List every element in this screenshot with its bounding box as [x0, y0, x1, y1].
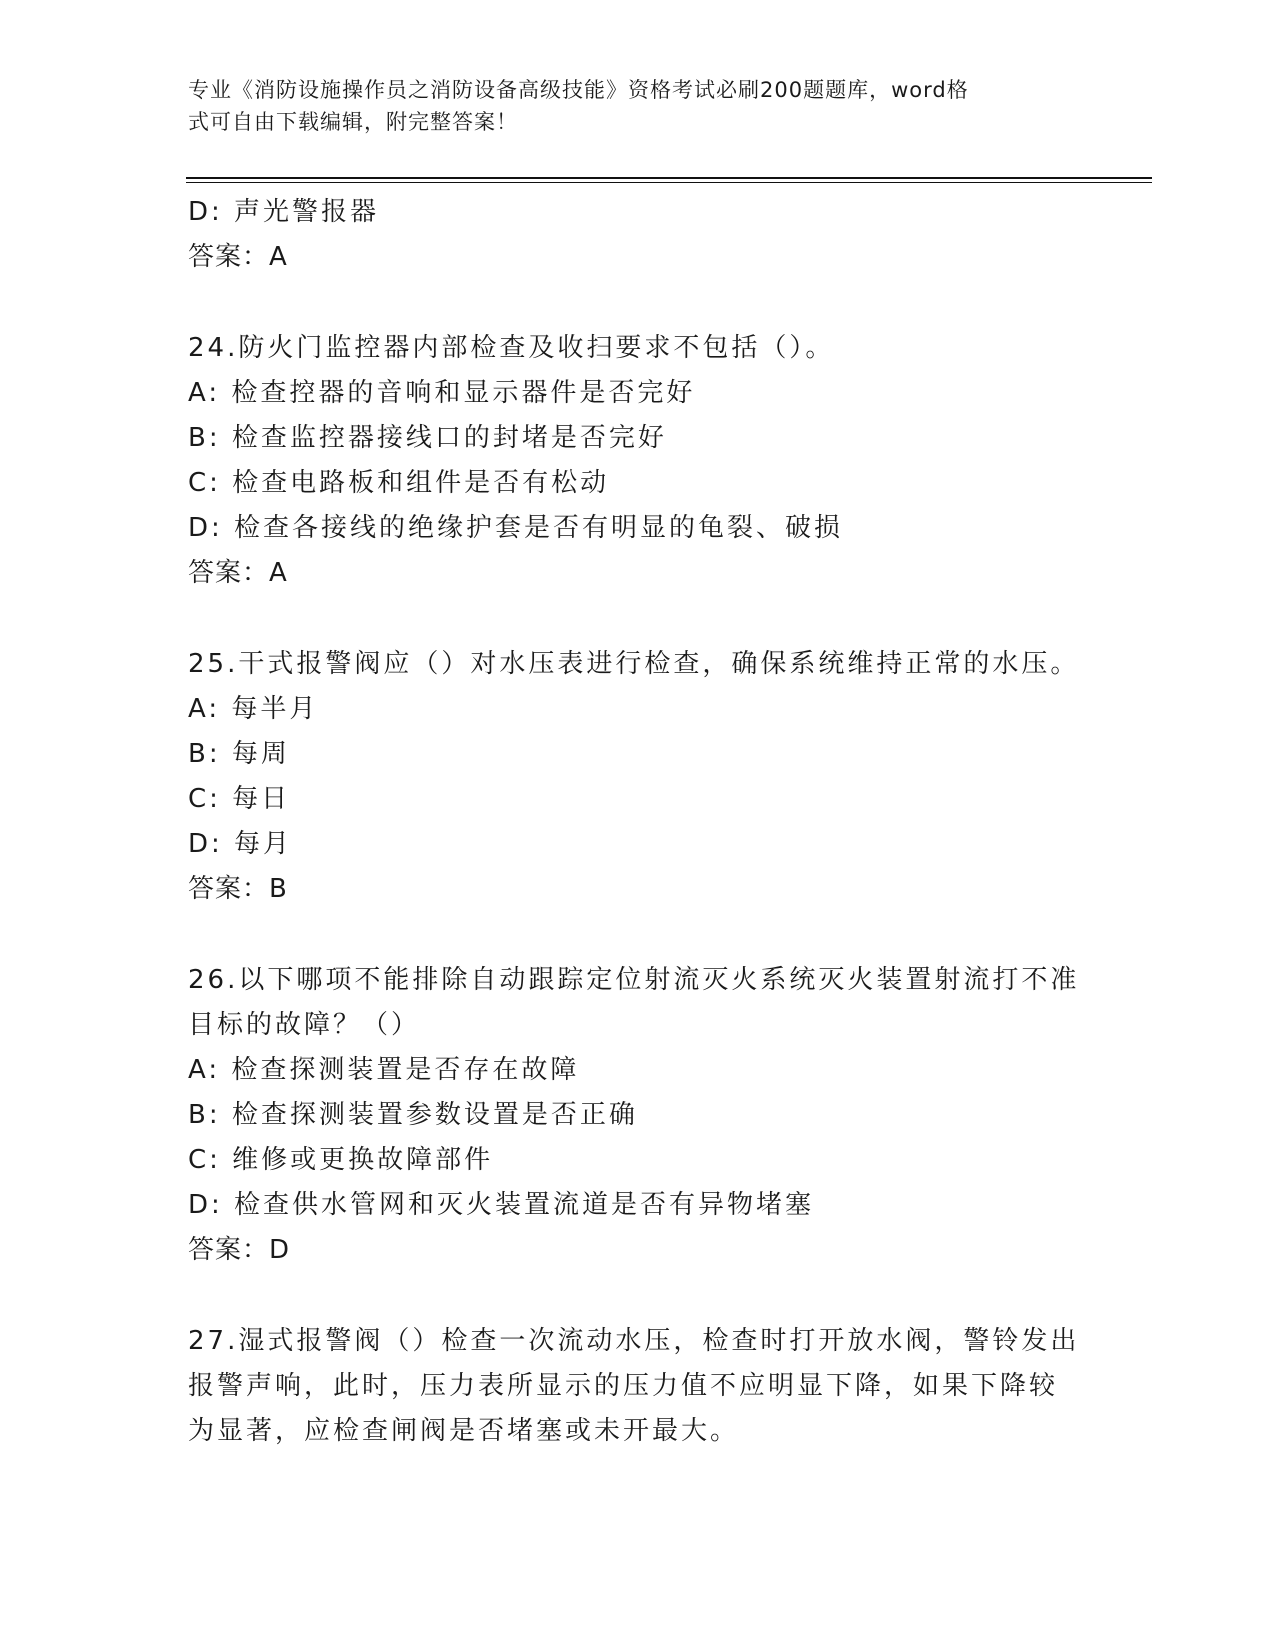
header-rule-thick: [186, 177, 1152, 179]
option-c: C: 检查电路板和组件是否有松动: [188, 468, 610, 498]
header-rule-thin: [186, 182, 1152, 183]
option-d: D: 检查供水管网和灭火装置流道是否有异物堵塞: [188, 1190, 815, 1220]
option-d: D: 声光警报器: [188, 197, 380, 227]
header-line-2: 式可自由下载编辑，附完整答案！: [188, 110, 518, 134]
question-stem: 24.防火门监控器内部检查及收扫要求不包括（）。: [188, 333, 835, 363]
answer: 答案：B: [188, 874, 288, 904]
option-b: B: 检查监控器接线口的封堵是否完好: [188, 423, 667, 453]
question-27: [188, 1319, 1088, 1454]
spacer: [188, 1273, 1088, 1319]
question-stem-line-2: 报警声响，此时，压力表所显示的压力值不应明显下降，如果下降较: [188, 1371, 1059, 1401]
question-25: [188, 642, 1088, 912]
question-26: [188, 958, 1088, 1273]
spacer: [188, 596, 1088, 642]
answer: 答案：A: [188, 242, 288, 272]
answer: 答案：D: [188, 1235, 291, 1265]
header-line-1: 专业《消防设施操作员之消防设备高级技能》资格考试必刷200题题库，word格: [188, 78, 969, 102]
question-stem-line-2: 目标的故障？（）: [188, 1010, 421, 1040]
document-header: [188, 74, 1088, 138]
option-a: A: 检查探测装置是否存在故障: [188, 1055, 580, 1085]
spacer: [188, 280, 1088, 326]
question-23-tail: [188, 190, 1088, 280]
question-24: [188, 326, 1088, 596]
option-c: C: 每日: [188, 784, 291, 814]
question-stem-line-3: 为显著，应检查闸阀是否堵塞或未开最大。: [188, 1416, 740, 1446]
question-stem-line-1: 26.以下哪项不能排除自动跟踪定位射流灭火系统灭火装置射流打不准: [188, 965, 1080, 995]
question-stem-line-1: 27.湿式报警阀（）检查一次流动水压，检查时打开放水阀，警铃发出: [188, 1326, 1080, 1356]
spacer: [188, 912, 1088, 958]
option-c: C: 维修或更换故障部件: [188, 1145, 494, 1175]
question-stem: 25.干式报警阀应（）对水压表进行检查，确保系统维持正常的水压。: [188, 649, 1080, 679]
answer: 答案：A: [188, 558, 288, 588]
option-a: A: 每半月: [188, 694, 319, 724]
option-d: D: 每月: [188, 829, 293, 859]
option-b: B: 每周: [188, 739, 290, 769]
option-d: D: 检查各接线的绝缘护套是否有明显的龟裂、破损: [188, 513, 844, 543]
option-b: B: 检查探测装置参数设置是否正确: [188, 1100, 638, 1130]
question-list: [188, 190, 1088, 1454]
option-a: A: 检查控器的音响和显示器件是否完好: [188, 378, 696, 408]
